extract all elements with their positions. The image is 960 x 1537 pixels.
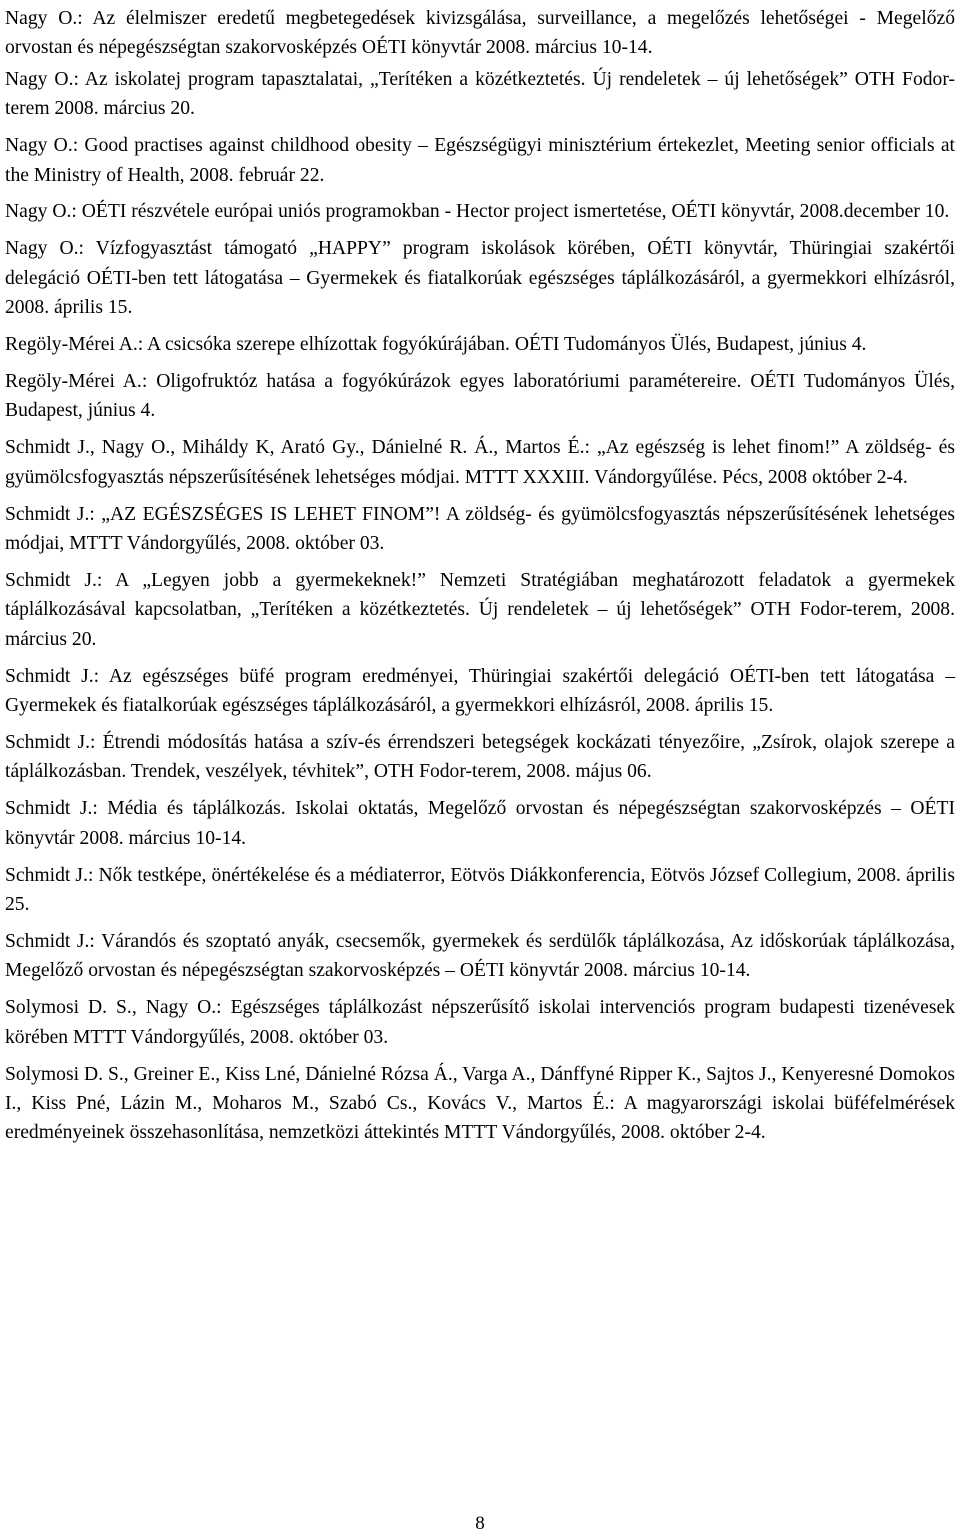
- reference-item: Schmidt J.: A „Legyen jobb a gyermekeknek!” Nemzeti Stratégiában meghatározott feladatok a gyermekek táplálkozásával kapcsolatban, „Terítéken a közétkeztetés. Új rendeletek – új lehetőségek” OTH Fodor-terem, 2008. március 20.: [5, 569, 955, 650]
- reference-item: Schmidt J.: Média és táplálkozás. Iskolai oktatás, Megelőző orvostan és népegészségtan szakorvosképzés – OÉTI könyvtár 2008. március 10-14.: [5, 798, 955, 849]
- reference-item: Schmidt J.: Várandós és szoptató anyák, csecsemők, gyermekek és serdülők táplálkozása, Az időskorúak táplálkozása, Megelőző orvostan és népegészségtan szakorvosképzés – OÉTI könyvtár 2008. március 10-14.: [5, 930, 955, 982]
- reference-item: Schmidt J.: Nők testképe, önértékelése és a médiaterror, Eötvös Diákkonferencia, Eötvös József Collegium, 2008. április 25.: [5, 864, 955, 915]
- reference-item: Schmidt J.: Étrendi módosítás hatása a szív-és érrendszeri betegségek kockázati tényezőire, „Zsírok, olajok szerepe a táplálkozásban. Trendek, veszélyek, tévhitek”, OTH Fodor-terem, 2008. május 06.: [5, 731, 955, 783]
- reference-item: Solymosi D. S., Nagy O.: Egészséges táplálkozást népszerűsítő iskolai intervenciós program budapesti tizenévesek körében MTTT Vándorgyűlés, 2008. október 03.: [5, 997, 955, 1048]
- reference-item: Solymosi D. S., Greiner E., Kiss Lné, Dánielné Rózsa Á., Varga A., Dánffyné Ripper K., Sajtos J., Kenyeresné Domokos I., Kiss Pné, Lázin M., Moharos M., Szabó Cs., Kovács V., Martos É.: A magyarországi iskolai büféfelmérések eredményeinek összehasonlítása, nemzetközi áttekintés MTTT Vándorgyűlés, 2008. október 2-4.: [5, 1063, 955, 1144]
- reference-item: Regöly-Mérei A.: A csicsóka szerepe elhízottak fogyókúrájában. OÉTI Tudományos Ülés, Budapest, június 4.: [5, 334, 867, 356]
- page-number: 8: [475, 1513, 485, 1534]
- reference-item: Regöly-Mérei A.: Oligofruktóz hatása a fogyókúrázok egyes laboratóriumi paramétereire. OÉTI Tudományos Ülés, Budapest, június 4.: [5, 370, 955, 422]
- reference-item: Nagy O.: OÉTI részvétele európai uniós programokban - Hector project ismertetése, OÉTI könyvtár, 2008.december 10.: [5, 201, 950, 223]
- reference-item: Nagy O.: Az iskolatej program tapasztalatai, „Terítéken a közétkeztetés. Új rendeletek – új lehetőségek” OTH Fodor-terem 2008. március 20.: [5, 68, 955, 120]
- reference-item: Nagy O.: Az élelmiszer eredetű megbetegedések kivizsgálása, surveillance, a megelőzés lehetőségei - Megelőző orvostan és népegészségtan szakorvosképzés OÉTI könyvtár 2008. március 10-14.: [5, 8, 955, 59]
- reference-list: [5, 4, 955, 1148]
- reference-item: Schmidt J., Nagy O., Miháldy K, Arató Gy., Dánielné R. Á., Martos É.: „Az egészség is lehet finom!” A zöldség- és gyümölcsfogyasztás népszerűsítésének lehetséges módjai. MTTT XXXIII. Vándorgyűlése. Pécs, 2008 október 2-4.: [5, 437, 955, 488]
- reference-item: Schmidt J.: „AZ EGÉSZSÉGES IS LEHET FINOM”! A zöldség- és gyümölcsfogyasztás népszerűsítésének lehetséges módjai, MTTT Vándorgyűlés, 2008. október 03.: [5, 503, 955, 554]
- reference-item: Nagy O.: Good practises against childhood obesity – Egészségügyi minisztérium értekezlet, Meeting senior officials at the Ministry of Health, 2008. február 22.: [5, 135, 955, 186]
- reference-item: Schmidt J.: Az egészséges büfé program eredményei, Thüringiai szakértői delegáció OÉTI-ben tett látogatása – Gyermekek és fiatalkorúak egészséges táplálkozásáról, a gyermekkori elhízásról, 2008. április 15.: [5, 665, 955, 717]
- reference-item: Nagy O.: Vízfogyasztást támogató „HAPPY” program iskolások körében, OÉTI könyvtár, Thüringiai szakértői delegáció OÉTI-ben tett látogatása – Gyermekek és fiatalkorúak egészséges táplálkozásáról, a gyermekkori elhízásról, 2008. április 15.: [5, 238, 955, 319]
